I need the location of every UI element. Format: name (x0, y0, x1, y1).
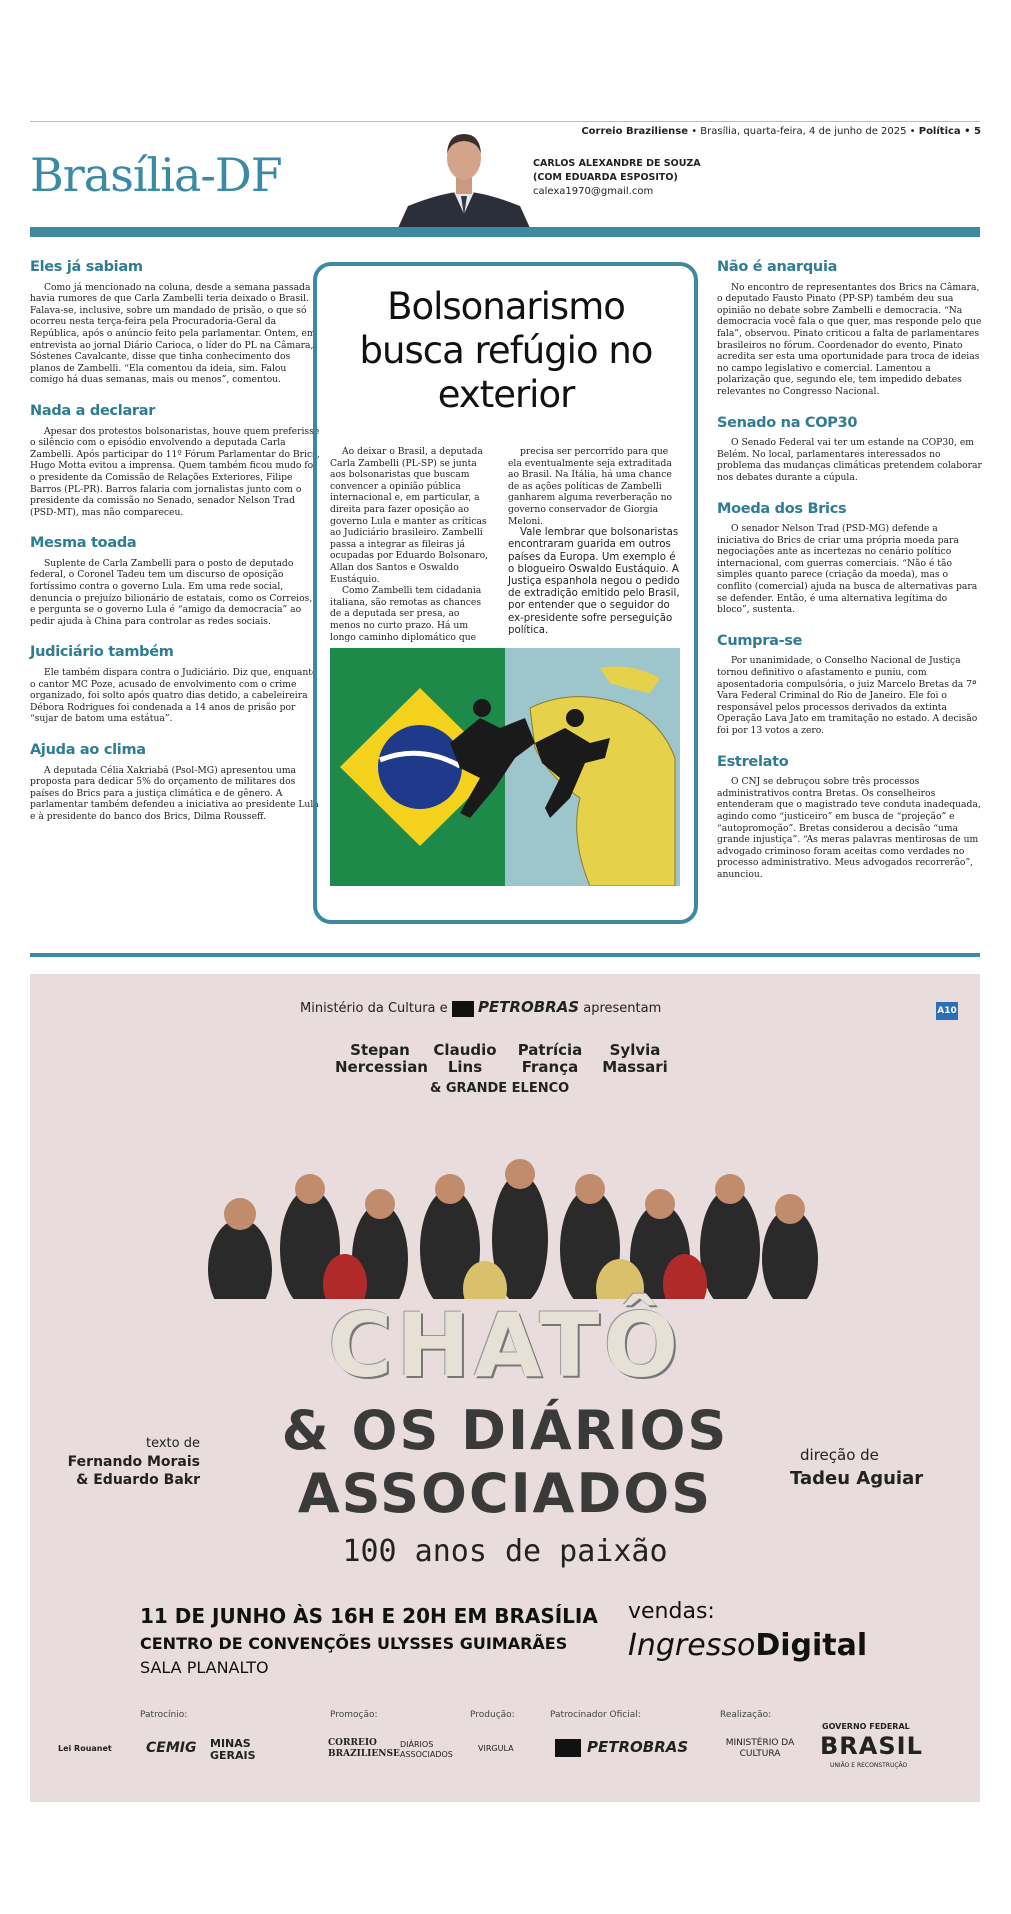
note-body: Ele também dispara contra o Judiciário. Diz que, enquanto o cantor MC Poze, acusado de envolvimento com o crime organizado, foi solto após quatro dias detido, a cabeleireira Débora Rodrigues foi condenada a 14 anos de prisão por “sujar de batom uma estátua”. (30, 667, 318, 725)
footer-label: Promoção: (330, 1710, 378, 1720)
show-room: SALA PLANALTO (140, 1658, 269, 1677)
note-title: Cumpra-se (717, 632, 803, 649)
note-body: O senador Nelson Trad (PSD-MG) defende a iniciativa do Brics de criar uma própria moeda para negociações ante as incertezas no cenário político internacional, com guerras comerciais. “Não é tão simples quanto parece (criação da moeda), mas o conflito (comercial) ajuda na busca de alternativas para se defender. Então, é uma alternativa legítima do bloco”, sustenta. (717, 523, 978, 616)
left-column (30, 259, 320, 843)
direction-label: direção de (800, 1446, 879, 1464)
columnist-name (533, 157, 701, 185)
note-title: Ajuda ao clima (30, 742, 146, 758)
petrobras-logo-icon (555, 1739, 581, 1757)
section-bar (30, 227, 980, 237)
cast-member: Sylvia Massari (602, 1041, 668, 1076)
columnist-photo (398, 124, 530, 228)
text-by-label: texto de (146, 1436, 200, 1451)
feature-paragraph: Vale lembrar que bolsonaristas encontraram guarida em outros países da Europa. Um exemplo é o blogueiro Oswaldo Eustáquio. A Justiça espanhola negou o pedido de extradição emitido pelo Brasil, por entender que o seguidor do ex-presidente sofre perseguição política. (508, 527, 680, 636)
logo-ministerio-cultura: MINISTÉRIO DA CULTURA (725, 1738, 795, 1759)
note-body: O Senado Federal vai ter um estande na COP30, em Belém. No local, parlamentares interessados no problema das mudanças climáticas pretendem colaborar nos debates durante a cúpula. (717, 437, 982, 483)
feature-headline: Bolsonarismo busca refúgio no exterior (359, 285, 653, 416)
note-body: No encontro de representantes dos Brics na Câmara, o deputado Fausto Pinato (PP-SP) também deu sua opinião no debate sobre Zambelli e democracia. “Na democracia você fala o que quer, mas responde pelo que fala”, observou. Pinato criticou a falta de parlamentares brasileiros no fórum. Coordenador do evento, Pinato acredita ser esta uma oportunidade para troca de ideias no campo legislativo e comercial. Lamentou a polarização que, segundo ele, tem impedido debates relevantes no Congresso Nacional. (717, 281, 982, 397)
show-title-2: & OS DIÁRIOS (281, 1399, 729, 1462)
section-title: Brasília-DF (30, 148, 282, 202)
sales-brand-1: Ingresso (628, 1628, 756, 1663)
note-title: Nada a declarar (30, 402, 156, 419)
note-body: A deputada Célia Xakriabá (Psol-MG) apresentou uma proposta para dedicar 5% do orçamento de militares dos países do Brics para a justiça climática e de gênero. A parlamentar também defendeu a iniciativa ao presidente Lula e à presidente do banco dos Brics, Dilma Rousseff. (30, 764, 319, 822)
logo-brasil: BRASIL (820, 1732, 923, 1760)
cast-member: Patrícia França (517, 1041, 583, 1076)
feature-paragraph: Como Zambelli tem cidadania italiana, são remotas as chances de a deputada ser presa, ao menos no curto prazo. Há um longo caminho diplomático que (330, 585, 482, 643)
note-body: Como já mencionado na coluna, desde a semana passada havia rumores de que Carla Zambelli teria deixado o Brasil. Falava-se, inclusive, sobre um mandado de prisão, o que só ocorreu nesta terça-feira pela Procuradoria-Geral da República, após o anúncio feito pela parlamentar. Ontem, em entrevista ao jornal Diário Carioca, o líder do PL na Câmara, Sóstenes Cavalcante, disse que tinha conhecimento dos planos de Zambelli. “Ela comentou da ideia, sim. Falou comigo há duas semanas, mais ou menos”, comentou. (30, 281, 316, 386)
show-date: 11 DE JUNHO ÀS 16H E 20H EM BRASÍLIA (140, 1604, 598, 1628)
cast-extra: & GRANDE ELENCO (430, 1081, 570, 1096)
text-by-names: Fernando Morais (67, 1454, 200, 1470)
show-title-3: ASSOCIADOS (297, 1462, 713, 1525)
cast-photo (200, 1099, 820, 1299)
logo-petrobras-text: PETROBRAS (587, 1738, 689, 1756)
logo-minas-gerais: MINAS GERAIS (210, 1737, 256, 1762)
logo-uniao: UNIÃO E RECONSTRUÇÃO (830, 1762, 908, 1769)
columnist-email[interactable]: calexa1970@gmail.com (533, 186, 654, 197)
show-tagline: 100 anos de paixão (342, 1534, 668, 1569)
note-body: Suplente de Carla Zambelli para o posto de deputado federal, o Coronel Tadeu tem um discurso de oposição fortíssimo contra o governo Lula. Em uma rede social, denuncia o prejuízo bilionário de estatais, como os Correios, e pergunta se o governo Lula é “amigo da democracia” ao pedir ajuda à China para controlar as redes sociais. (30, 557, 313, 627)
age-rating-badge: A10 (936, 1002, 958, 1020)
ad-sponsor-suffix: apresentam (583, 1001, 662, 1016)
masthead-section: Política (918, 126, 961, 137)
right-column (717, 259, 982, 901)
logo-petrobras (555, 1738, 688, 1757)
note-body: O CNJ se debruçou sobre três processos administrativos contra Bretas. Os conselheiros entenderam que o magistrado teve conduta inadequada, agindo como “justiceiro” em busca de “projeção” e “autopromoção”. Bretas considerou a decisão “uma grande injustiça”. “As meras palavras mentirosas de um advogado criminoso foram aceitas como verdades no processo administrativo. Meus advogados recorrerão”, anunciou. (717, 776, 981, 880)
note-title: Moeda dos Brics (717, 500, 847, 517)
note-title: Estrelato (717, 753, 789, 770)
logo-correio-braziliense: CORREIO BRAZILIENSE (328, 1738, 400, 1759)
feature-paragraph: precisa ser percorrido para que ela eventualmente seja extraditada ao Brasil. Na Itália, há uma chance de as ações políticas de Zambelli ganharem alguma reverberação no governo conservador de Giorgia Meloni. (508, 446, 673, 527)
author-line-1: CARLOS ALEXANDRE DE SOUZA (533, 158, 701, 169)
footer-label: Patrocínio: (140, 1710, 188, 1720)
logo-diarios-associados: DIÁRIOS ASSOCIADOS (400, 1740, 453, 1759)
feature-column-2 (508, 446, 680, 637)
ad-sponsor-name: PETROBRAS (477, 998, 580, 1016)
footer-label: Patrocinador Oficial: (550, 1710, 641, 1720)
masthead-paper: Correio Braziliense (581, 126, 689, 137)
note-title: Judiciário também (30, 644, 174, 661)
logo-virgula: VIRGULA (478, 1744, 514, 1753)
logo-lei-rouanet: Lei Rouanet (58, 1744, 112, 1753)
logo-cemig: CEMIG (146, 1740, 197, 1756)
footer-label: Produção: (470, 1710, 515, 1720)
feature-illustration (330, 648, 680, 886)
footer-label: Realização: (720, 1710, 772, 1720)
note-body: Apesar dos protestos bolsonaristas, houve quem preferisse o silêncio com o episódio envolvendo a deputada Carla Zambelli. Após participar do 11º Fórum Parlamentar do Brics, Hugo Motta evitou a imprensa. Quem também ficou mudo foi o presidente da Comissão de Relações Exteriores, Filipe Barros (PL-PR). Barros falaria com jornalistas junto com o presidente da comissão no Senado, senador Nelson Trad (PSD-MT), mas não compareceu. (30, 425, 320, 518)
feature-paragraph: Ao deixar o Brasil, a deputada Carla Zambelli (PL-SP) se junta aos bolsonaristas que buscam convencer a opinião pública internacional e, em particular, a direita para fazer oposição ao governo Lula e manter as críticas ao Judiciário brasileiro. Zambelli passa a integrar as fileiras já ocupadas por Eduardo Bolsonaro, Allan dos Santos e Oswaldo Eustáquio. (330, 446, 489, 585)
author-line-2: (COM EDUARDA ESPOSITO) (533, 172, 678, 183)
note-body: Por unanimidade, o Conselho Nacional de Justiça tornou definitivo o afastamento e puniu, com aposentadoria compulsória, o juiz Marcelo Bretas da 7ª Vara Federal Criminal do Rio de Janeiro. Ele foi o responsável pelos processos derivados da extinta Operação Lava Jato em tramitação no estado. A decisão foi por 13 votos a zero. (717, 655, 978, 736)
cast-member: Claudio Lins (433, 1041, 497, 1076)
text-by-names-2: & Eduardo Bakr (76, 1472, 200, 1488)
masthead (581, 126, 981, 137)
note-title: Eles já sabiam (30, 259, 143, 275)
feature-column-1 (330, 446, 490, 643)
note-title: Não é anarquia (717, 259, 838, 275)
section-bottom-bar (30, 953, 980, 957)
director-name: Tadeu Aguiar (790, 1468, 924, 1489)
sales-brand-2: Digital (755, 1628, 868, 1663)
masthead-date: • Brasília, quarta-feira, 4 de junho de 2025 • (688, 126, 919, 137)
logo-governo-federal: GOVERNO FEDERAL (822, 1722, 910, 1731)
note-title: Senado na COP30 (717, 414, 858, 431)
show-venue: CENTRO DE CONVENÇÕES ULYSSES GUIMARÃES (140, 1634, 568, 1653)
theater-advertisement (30, 974, 980, 1802)
sales-label: vendas: (628, 1599, 715, 1624)
ad-sponsor-line (300, 998, 661, 1017)
petrobras-logo-icon (452, 1001, 474, 1017)
top-rule (30, 121, 980, 122)
note-title: Mesma toada (30, 535, 137, 552)
ingresso-digital-logo[interactable] (628, 1628, 867, 1663)
ad-sponsor-prefix: Ministério da Cultura e (300, 1001, 448, 1016)
show-title: CHATÔ (327, 1294, 683, 1397)
cast-member: Stepan Nercessian (335, 1041, 428, 1076)
masthead-page: • 5 (960, 126, 981, 137)
